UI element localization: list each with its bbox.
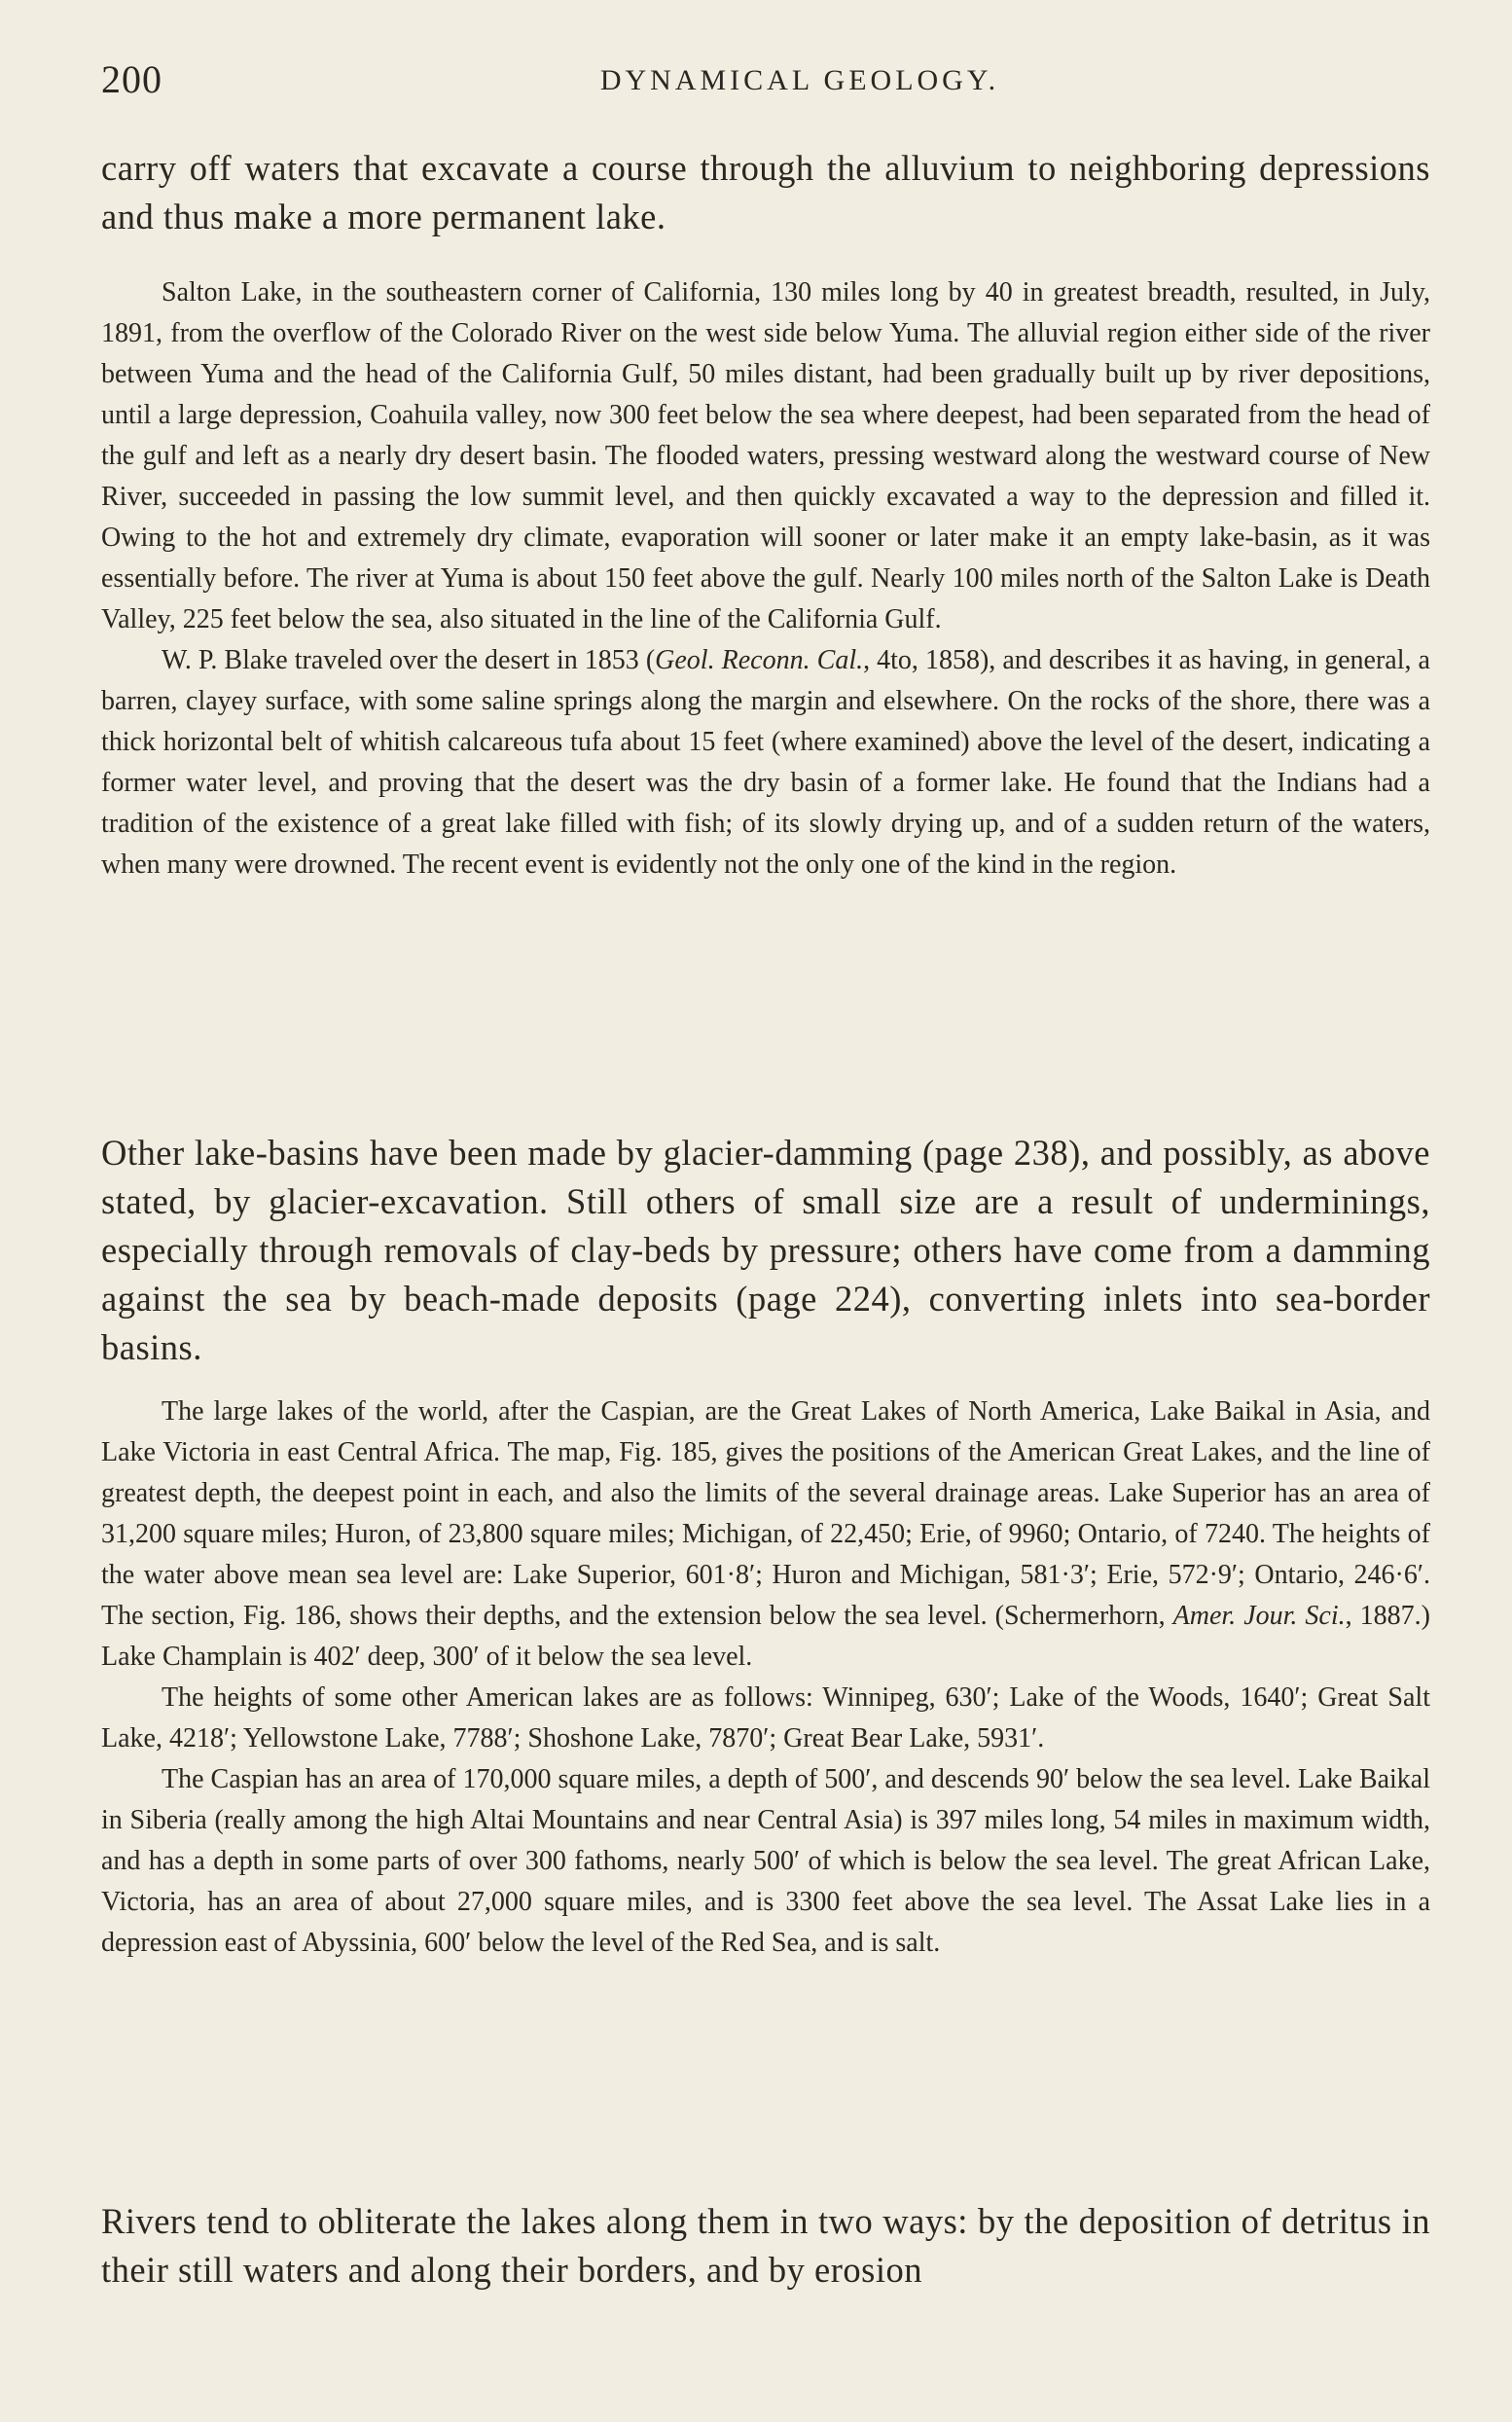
- text-run: , 4to, 1858), and describes it as having, in general, a barren, clayey surface, with some saline springs along the margin and elsewhere. On the rocks of the shore, there was a thick horizontal belt of whitish calcareous tufa about 15 feet (where examined) above the level of the desert, indicating a former water level, and proving that the desert was the dry basin of a former lake. He found that the Indians had a tradition of the existence of a great lake filled with fish; of its slowly drying up, and of a sudden return of the waters, when many were drowned. The recent event is evidently not the only one of the kind in the region.: [101, 645, 1430, 880]
- paragraph: Rivers tend to obliterate the lakes along them in two ways: by the deposition of detritus in their still waters and along their borders, and by erosion: [101, 2201, 1430, 2290]
- page-number: 200: [101, 57, 162, 101]
- body-paragraph-continued: [101, 144, 1430, 241]
- body-paragraph-lake-basins: [101, 1129, 1430, 1372]
- citation: Amer. Jour. Sci.: [1172, 1601, 1346, 1631]
- running-title: DYNAMICAL GEOLOGY.: [599, 64, 1000, 96]
- text-run: The large lakes of the world, after the Caspian, are the Great Lakes of North America, Lake Baikal in Asia, and Lake Victoria in east Central Africa. The map, Fig. 185, gives the positions of the American Great Lakes, and the line of greatest depth, the deepest point in each, and also the limits of the several drainage areas. Lake Superior has an area of 31,200 square miles; Huron, of 23,800 square miles; Michigan, of 22,450; Erie, of 9960; Ontario, of 7240. The heights of the water above mean sea level are: Lake Superior, 601·8′; Huron and Michigan, 581·3′; Erie, 572·9′; Ontario, 246·6′. The section, Fig. 186, shows their depths, and the extension below the sea level. (Schermerhorn,: [101, 1396, 1430, 1631]
- paragraph: carry off waters that excavate a course through the alluvium to neighboring depressions and thus make a more permanent lake.: [101, 148, 1430, 236]
- running-head: [101, 56, 1430, 111]
- text-run: , 1887.) Lake Champlain is 402′ deep, 300′ of it below the sea level.: [101, 1601, 1430, 1672]
- text-run: W. P. Blake traveled over the desert in 1853 (: [162, 645, 656, 675]
- body-paragraph-rivers: [101, 2197, 1430, 2295]
- paragraph-salton-lake: Salton Lake, in the southeastern corner of California, 130 miles long by 40 in greatest breadth, resulted, in July, 1891, from the overflow of the Colorado River on the west side below Yuma. The alluvial region either side of the river between Yuma and the head of the California Gulf, 50 miles distant, had been gradually built up by river depositions, until a large depression, Coahuila valley, now 300 feet below the sea where deepest, had been separated from the head of the gulf and left as a nearly dry desert basin. The flooded waters, pressing westward along the westward course of New River, succeeded in passing the low summit level, and then quickly excavated a way to the depression and filled it. Owing to the hot and extremely dry climate, evaporation will sooner or later make it an empty lake-basin, as it was essentially before. The river at Yuma is about 150 feet above the gulf. Nearly 100 miles north of the Salton Lake is Death Valley, 225 feet below the sea, also situated in the line of the California Gulf.: [101, 277, 1430, 634]
- paragraph-caspian: The Caspian has an area of 170,000 square miles, a depth of 500′, and descends 90′ below the sea level. Lake Baikal in Siberia (really among the high Altai Mountains and near Central Asia) is 397 miles long, 54 miles in maximum width, and has a depth in some parts of over 300 fathoms, nearly 500′ of which is below the sea level. The great African Lake, Victoria, has an area of about 27,000 square miles, and is 3300 feet above the sea level. The Assat Lake lies in a depression east of Abyssinia, 600′ below the level of the Red Sea, and is salt.: [101, 1764, 1430, 1958]
- small-print-section-salton: [101, 272, 1430, 886]
- paragraph-great-lakes: [101, 1392, 1430, 1678]
- paragraph-american-lakes: The heights of some other American lakes are as follows: Winnipeg, 630′; Lake of the Woods, 1640′; Great Salt Lake, 4218′; Yellowstone Lake, 7788′; Shoshone Lake, 7870′; Great Bear Lake, 5931′.: [101, 1682, 1430, 1753]
- paragraph: Other lake-basins have been made by glacier-damming (page 238), and possibly, as above stated, by glacier-excavation. Still others of small size are a result of underminings, especially through removals of clay-beds by pressure; others have come from a damming against the sea by beach-made deposits (page 224), converting inlets into sea-border basins.: [101, 1133, 1430, 1367]
- citation: Geol. Reconn. Cal.: [655, 645, 864, 675]
- paragraph-blake: [101, 640, 1430, 886]
- small-print-section-great-lakes: [101, 1392, 1430, 1964]
